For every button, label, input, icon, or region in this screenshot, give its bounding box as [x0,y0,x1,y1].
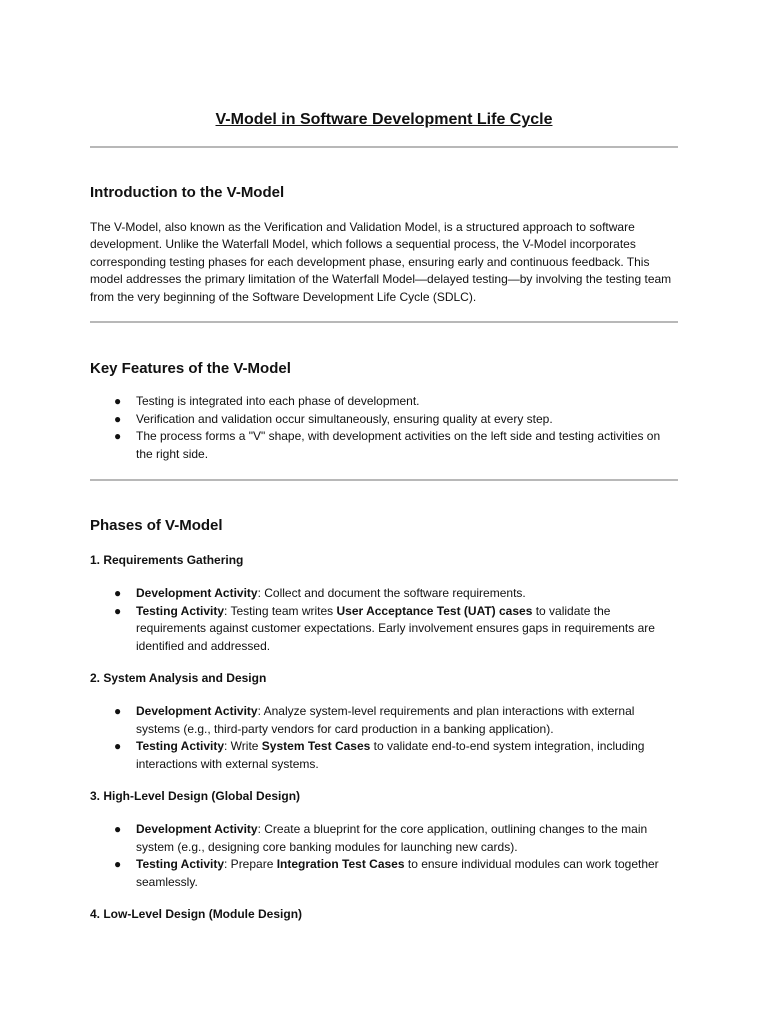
bullet-icon: ● [114,857,122,872]
intro-heading: Introduction to the V-Model [90,184,285,201]
phase-title: 3. High-Level Design (Global Design) [90,789,301,803]
list-item: ● Development Activity: Create a blueprint for the core application, outlining changes to the main system (e.g., designing core banking modules for launching new cards). [114,822,648,854]
phase-activities [90,703,678,773]
bullet-icon: ● [114,586,122,600]
intro-paragraph: The V-Model, also known as the Verification and Validation Model, is a structured approach to software development. Unlike the Waterfall Model, which follows a sequential process, the V-Model incorporates corresponding testing phases for each development phase, ensuring early and continuous feedback. This model addresses the primary limitation of the Waterfall Model—delayed testing—by involving the testing team from the very beginning of the Software Development Life Cycle (SDLC). [90,220,672,304]
features-heading: Key Features of the V-Model [90,360,291,377]
list-item: ● Development Activity: Collect and document the software requirements. [90,585,678,603]
phases-heading: Phases of V-Model [90,517,223,534]
divider [90,146,678,148]
bullet-icon: ● [114,739,122,754]
list-item: ● Testing is integrated into each phase of development. [90,393,678,411]
phase-title: 1. Requirements Gathering [90,553,244,567]
divider [90,479,678,481]
list-item: ● Testing Activity: Testing team writes User Acceptance Test (UAT) cases to validate the requirements against customer expectations. Early involvement ensures gaps in requirements are identified and addressed. [114,603,655,653]
bullet-icon: ● [114,411,122,426]
divider [90,321,678,323]
bullet-icon: ● [114,394,122,408]
list-item: ● The process forms a "V" shape, with development activities on the left side and testing activities on the right side. [114,429,661,461]
bullet-icon: ● [114,822,122,836]
bullet-icon: ● [114,603,122,618]
bullet-icon: ● [114,429,122,444]
features-list [90,393,678,463]
phase-title: 2. System Analysis and Design [90,671,267,685]
list-item: ● Verification and validation occur simultaneously, ensuring quality at every step. [90,411,678,429]
document-title: V-Model in Software Development Life Cycle [215,111,553,128]
phase-activities [90,821,678,891]
bullet-icon: ● [114,704,122,718]
list-item: ● Testing Activity: Write System Test Cases to validate end-to-end system integration, including interactions with external systems. [114,739,645,771]
phase-activities [90,585,678,655]
list-item: ● Testing Activity: Prepare Integration Test Cases to ensure individual modules can work together seamlessly. [114,857,659,889]
list-item: ● Development Activity: Analyze system-level requirements and plan interactions with external systems (e.g., third-party vendors for card production in a banking application). [114,704,635,736]
phase-title: 4. Low-Level Design (Module Design) [90,907,303,921]
